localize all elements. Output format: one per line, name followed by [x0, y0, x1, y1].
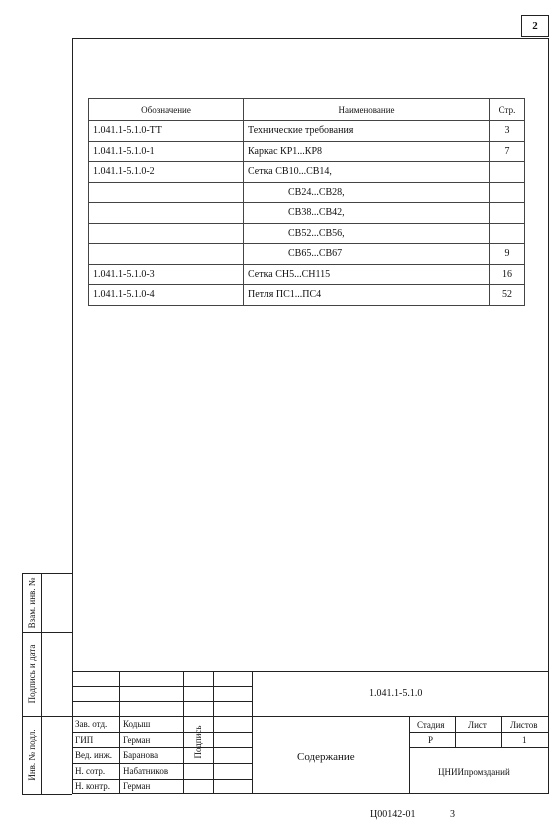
document-code: 1.041.1-5.1.0	[369, 688, 423, 699]
table-row	[89, 264, 525, 285]
signer-role: Н. сотр.	[75, 766, 106, 776]
table-row	[89, 121, 525, 142]
sheet-label: Лист	[468, 720, 487, 730]
row-designation	[89, 223, 244, 244]
table-row	[89, 244, 525, 265]
row-page: 7	[490, 141, 525, 162]
stage-value: Р	[428, 735, 434, 745]
row-designation: 1.041.1-5.1.0-4	[89, 285, 244, 306]
row-page	[490, 203, 525, 224]
row-name: СВ65...СВ67	[244, 244, 490, 265]
contents-table	[88, 98, 525, 306]
row-name: Петля ПС1...ПС4	[244, 285, 490, 306]
inv-vzam-label: Взам. инв. №	[27, 577, 37, 629]
table-row	[89, 141, 525, 162]
table-row	[89, 203, 525, 224]
inv-podl-label: Инв. № подл.	[27, 729, 37, 781]
signer-name: Баранова	[123, 750, 159, 760]
header-name: Наименование	[244, 99, 490, 121]
row-designation: 1.041.1-5.1.0-3	[89, 264, 244, 285]
document-title: Содержание	[297, 751, 355, 763]
sheet-number: 2	[532, 20, 538, 32]
sheet-number-box	[521, 15, 549, 37]
row-page	[490, 182, 525, 203]
row-designation: 1.041.1-5.1.0-2	[89, 162, 244, 183]
table-row	[89, 162, 525, 183]
signature-label: Подпись	[193, 725, 203, 759]
row-page: 52	[490, 285, 525, 306]
row-name: СВ52...СВ56,	[244, 223, 490, 244]
row-designation	[89, 182, 244, 203]
signer-name: Кодыш	[123, 719, 151, 729]
row-designation: 1.041.1-5.1.0-ТТ	[89, 121, 244, 142]
header-designation: Обозначение	[89, 99, 244, 121]
row-designation: 1.041.1-5.1.0-1	[89, 141, 244, 162]
row-page: 16	[490, 264, 525, 285]
signer-role: Зав. отд.	[75, 719, 108, 729]
row-name: Каркас КР1...КР8	[244, 141, 490, 162]
table-row	[89, 223, 525, 244]
signer-role: Вед. инж.	[75, 750, 113, 760]
table-row	[89, 182, 525, 203]
signer-name: Набатников	[123, 766, 169, 776]
signer-name: Герман	[123, 735, 151, 745]
row-name: СВ38...СВ42,	[244, 203, 490, 224]
row-page: 9	[490, 244, 525, 265]
row-name: Сетка СВ10...СВ14,	[244, 162, 490, 183]
sheets-label: Листов	[510, 720, 538, 730]
row-page	[490, 162, 525, 183]
signer-role: Н. контр.	[75, 781, 111, 791]
header-page: Стр.	[490, 99, 525, 121]
row-designation	[89, 203, 244, 224]
row-name: СВ24...СВ28,	[244, 182, 490, 203]
signer-name: Герман	[123, 781, 151, 791]
sheets-value: 1	[522, 735, 527, 745]
signer-role: ГИП	[75, 735, 94, 745]
footer-page: 3	[450, 809, 455, 820]
table-header-row	[89, 99, 525, 121]
row-name: Сетка СН5...СН115	[244, 264, 490, 285]
row-page	[490, 223, 525, 244]
row-designation	[89, 244, 244, 265]
organization: ЦНИИпромзданий	[438, 767, 510, 777]
sign-date-label: Подпись и дата	[27, 644, 37, 704]
stage-label: Стадия	[417, 720, 445, 730]
footer-code: Ц00142-01	[370, 809, 416, 820]
row-name: Технические требования	[244, 121, 490, 142]
row-page: 3	[490, 121, 525, 142]
table-row	[89, 285, 525, 306]
